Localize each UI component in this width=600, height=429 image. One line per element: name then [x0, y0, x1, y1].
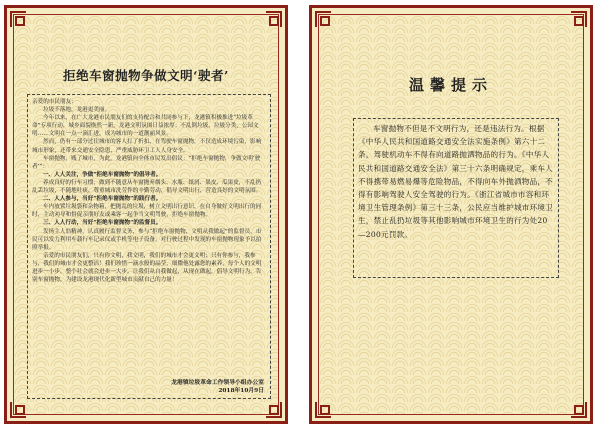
- section-text: 发扬主人翁精神，认真履行监督义务，参与“拒绝车窗抛物，文明从我做起”的监督员，市民可以发力利用车载行车记录仪或手机等电子设备，对行驶过程中发现的车窗抛物现象予以拍照举报。: [32, 228, 262, 251]
- left-page: [4, 5, 288, 424]
- proposal-box: [27, 94, 271, 399]
- corner-ornament-icon: [571, 402, 587, 418]
- section-heading: 二、人人参与，当好“拒绝车窗抛物”的践行者。: [43, 196, 162, 203]
- section-heading: 一、人人关注，争做“拒绝车窗抛物”的倡导者。: [43, 171, 162, 178]
- corner-ornament-icon: [315, 402, 331, 418]
- right-title: 温馨提示: [408, 76, 493, 94]
- notice-text: [358, 122, 554, 241]
- salutation: 亲爱的市民朋友：: [32, 99, 77, 105]
- paragraph: 今年以来，在广大龙港市民朋友们的支持配合和共同参与下，龙港镇积极推进“垃圾革命”专项行动，城乡面貌焕然一新，龙港文明氛围日益浓厚；不乱倒垃圾，垃圾分类，公园文明……文明在一点一滴汇进，成为城市的一道靓丽风景。: [32, 115, 259, 138]
- paragraph: 垃圾不落地，龙港更美丽。: [43, 107, 111, 114]
- date: 2018年10月9日: [218, 388, 264, 394]
- corner-ornament-icon: [10, 402, 26, 418]
- corner-ornament-icon: [10, 11, 26, 27]
- section-text: 养成良好的行车习惯，做到不随意从车窗抛弃烟头、水瓶、纸屑、果皮、瓜果皮，不乱扔乱丢垃圾，不随地吐痰，尊重城市洗劳作的辛勤劳动，倡导文明出行，营造良好的文明氛围。: [32, 179, 262, 195]
- corner-ornament-icon: [266, 402, 282, 418]
- notice-box: [353, 118, 559, 278]
- section-heading: 三、人人行动，当好“拒绝车窗抛物”的监督员。: [43, 220, 162, 227]
- closing-text: 亲爱的市民朋友们，只有你文明，我文明，我们的城市才会更文明；只有你参与，我参与，我们的城市才会更整洁！我们珍惜一滴水般的晶莹，细微他处露您的素养，每个人的文明进步一小步，整个社会就会进步一大步。让我们从自我做起，从现在做起，倡导文明行为，告别车窗抛物，为建设龙港现代化新型城市贡献自己的力量！: [32, 252, 262, 284]
- proposal-text: [32, 98, 266, 284]
- corner-ornament-icon: [571, 11, 587, 27]
- right-page: [309, 5, 593, 424]
- corner-ornament-icon: [266, 11, 282, 27]
- signature: 龙港镇垃圾革命工作领导小组办公室: [171, 380, 264, 386]
- paragraph: 车窗抛物，贱了城市，为此，龙港镇向全体市民发出倡议：“拒绝车窗抛物，争做文明‘驶者’”：: [32, 155, 261, 170]
- notice-paragraph: 车窗抛物不但是不文明行为，还是违法行为。根据《中华人民共和国道路交通安全法实施条例》第六十二条，驾驶机动车不得有向道路抛洒物品的行为。《中华人民共和国道路交通安全法》第三十六条明确规定，乘车人不得携带易燃易爆等危险物品，不得向车外抛洒物品，不得有影响驾驶人安全驾驶的行为。《浙江省城市市容和环境卫生管理条例》第三十三条，公民应当维护城市环境卫生，禁止乱扔垃圾等其他影响城市环境卫生的行为处20—200元罚款。: [358, 124, 553, 239]
- corner-ornament-icon: [315, 11, 331, 27]
- section-text: 车内放置垃圾袋和杂物箱，把抛乱的垃圾，树立文明出行意识，在自身做好文明出行的同时，主动劝导和督促亲朋好友或乘客一起争当文明驾驶，拒绝车窗抛物。: [32, 204, 262, 219]
- signature-block: [171, 379, 264, 395]
- paragraph: 然而，仍有一部分过往城市的客人打了折扣，在驾驶车窗抛物，不仅造成环境污染，影响城市形象，还带来交通安全隐患，严重威胁环卫工人人身安全。: [32, 139, 262, 154]
- left-title: 拒绝车窗抛物争做文明‘驶者’: [63, 68, 229, 83]
